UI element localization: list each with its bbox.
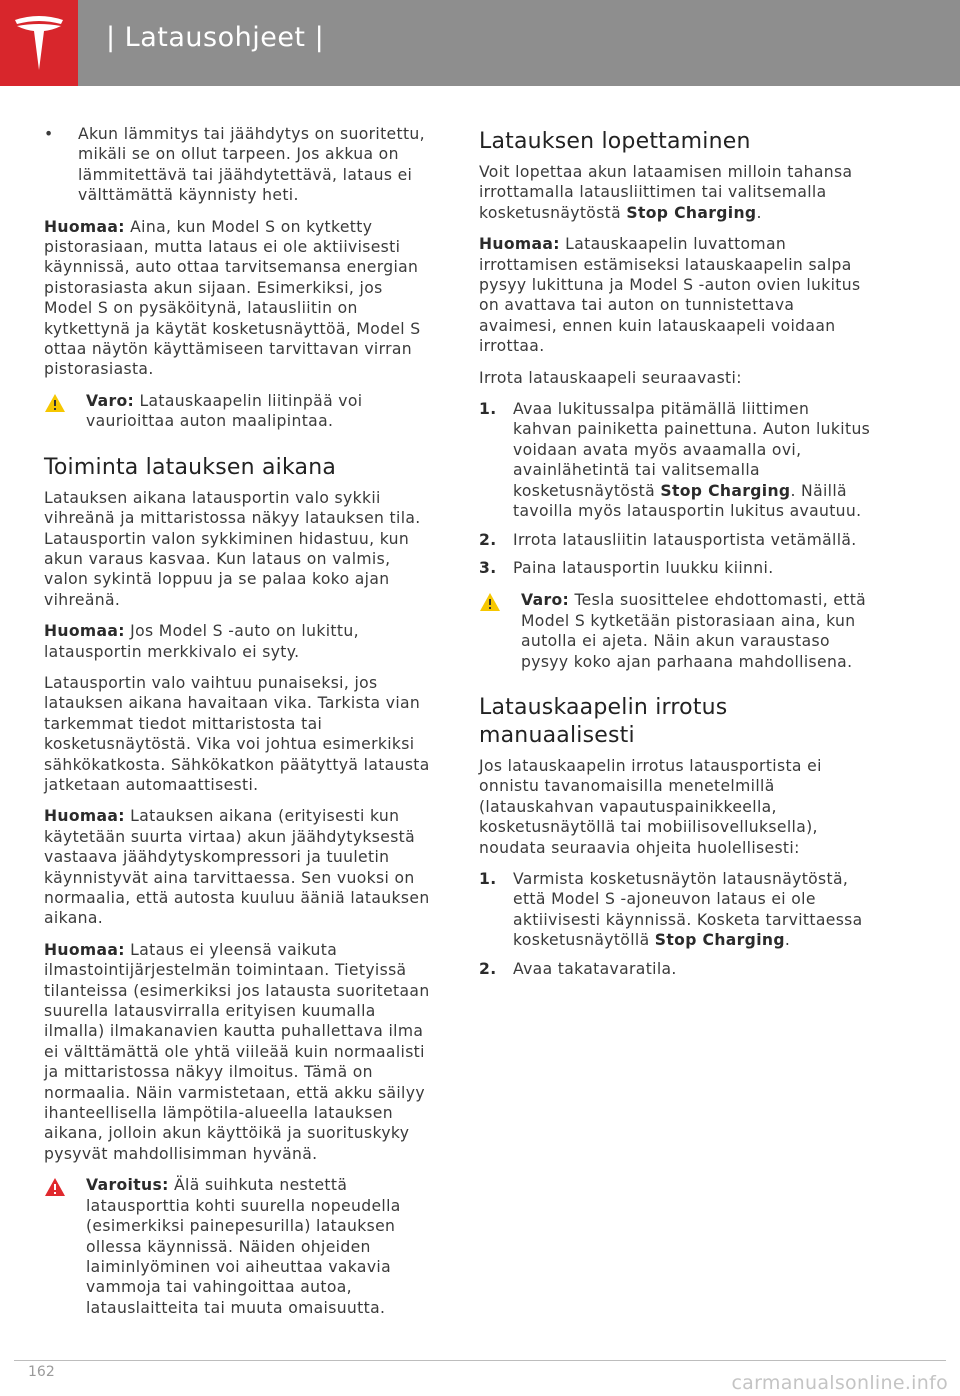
tesla-t-icon (13, 14, 65, 72)
list-item (479, 399, 871, 521)
warning-triangle-icon (44, 1175, 86, 1318)
step-text-end: . (784, 931, 791, 950)
list-item (479, 558, 871, 578)
step-number: 3. (479, 558, 497, 577)
section-heading: Latauskaapelin irrotus manuaalisesti (479, 694, 728, 748)
step-text: Avaa lukitussalpa pitämällä liittimen kahvan painiketta painettuna. Auton lukitus voidaan avata myös avaamalla ovi, avainlähetintä tai valitsemalla kosketusnäytöstä (513, 400, 871, 500)
bullet-text: Akun lämmitys tai jäähdytys on suoritettu, mikäli se on ollut tarpeen. Jos akkua on lämmitettävä tai jäähdytettävä, lataus ei välttämättä käynnisty heti. (78, 125, 425, 205)
note-label: Huomaa: (44, 217, 125, 236)
tesla-logo (0, 0, 78, 86)
caution-text: Tesla suosittelee ehdottomasti, että Model S kytketään pistorasiaan aina, kun autolla ei ajeta. Näin akun varaustaso pysyy koko ajan parhaana mahdollisena. (521, 591, 867, 671)
ui-term: Stop Charging (626, 203, 757, 222)
caution-label: Varo: (86, 391, 135, 410)
paragraph: Irrota latauskaapeli seuraavasti: (479, 368, 742, 387)
steps-list (479, 869, 871, 979)
note-paragraph (44, 621, 436, 662)
footer-divider (14, 1360, 946, 1361)
step-text: Avaa takatavaratila. (513, 959, 677, 978)
ui-term: Stop Charging (660, 481, 791, 500)
list-item (479, 530, 871, 550)
warning-callout (44, 1175, 436, 1318)
note-text: Latauskaapelin luvattoman irrottamisen estämiseksi latauskaapelin salpa pysyy lukittuna ja Model S -auton ovien lukitus on avattava tai auton on tunnistettava avaimesi, ennen kuin latauskaapeli voidaan irrottaa. (479, 235, 861, 356)
step-number: 2. (479, 530, 497, 549)
note-label: Huomaa: (479, 235, 560, 254)
bullet-item (44, 124, 436, 206)
left-column (44, 124, 436, 1334)
caution-triangle-icon (479, 590, 521, 672)
note-text: Aina, kun Model S on kytketty pistorasiaan, mutta lataus ei ole aktiivisesti käynnissä, auto ottaa tarvitsemansa energian pistorasiasta akun sijaan. Esimerkiksi, jos Model S on pysäköitynä, latausliitin on kytkettynä ja käytät kosketusnäyttöä, Model S ottaa näytön käyttämiseen tarvittavan virran pistorasiasta. (44, 217, 421, 379)
paragraph-end: . (756, 203, 762, 222)
section-heading: Latauksen lopettaminen (479, 129, 751, 154)
warning-text: Älä suihkuta nestettä latausporttia kohti suurella nopeudella (esimerkiksi painepesurilla) latauksen ollessa käynnissä. Näiden ohjeiden laiminlyöminen voi aiheuttaa vakavia vammoja tai vahingoittaa autoa, latauslaitteita tai muuta omaisuutta. (86, 1176, 401, 1317)
paragraph: Latausportin valo vaihtuu punaiseksi, jos latauksen aikana havaitaan vika. Tarkista vian tarkemmat tiedot mittaristosta tai kosketusnäytöstä. Vika voi johtua esimerkiksi sähkökatkosta. Sähkökatkon päätyttyä latausta jatketaan automaattisesti. (44, 673, 430, 794)
page-header (0, 0, 960, 86)
paragraph (479, 162, 871, 223)
watermark: carmanualsonline.info (731, 1372, 948, 1394)
caution-label: Varo: (521, 591, 570, 610)
note-label: Huomaa: (44, 807, 125, 826)
step-text: Paina latausportin luukku kiinni. (513, 558, 774, 577)
page-number: 162 (28, 1364, 55, 1380)
step-text: Irrota latausliitin latausportista vetämällä. (513, 530, 857, 549)
step-text: Varmista kosketusnäytön latausnäytöstä, että Model S -ajoneuvon lataus ei ole aktiivisesti käynnissä. Kosketa tarvittaessa kosketusnäytöllä (513, 869, 863, 950)
caution-callout (479, 590, 871, 672)
note-paragraph (44, 217, 436, 380)
paragraph-text: Voit lopettaa akun lataamisen milloin tahansa irrottamalla latausliittimen tai valitsemalla kosketusnäytöstä (479, 163, 853, 222)
list-item (479, 959, 871, 979)
steps-list (479, 399, 871, 578)
step-number: 2. (479, 959, 497, 978)
right-column (479, 124, 871, 987)
caution-triangle-icon (44, 391, 86, 432)
paragraph: Jos latauskaapelin irrotus latausportista ei onnistu tavanomaisilla menetelmillä (latauskahvan vapautuspainikkeella, kosketusnäytöllä tai mobiilisovelluksella), noudata seuraavia ohjeita huolellisesti: (479, 756, 822, 857)
caution-text: Latauskaapelin liitinpää voi vaurioittaa auton maalipintaa. (86, 391, 363, 431)
list-item (479, 869, 871, 951)
note-text: Jos Model S -auto on lukittu, latausportin merkkivalo ei syty. (44, 622, 359, 661)
paragraph: Latauksen aikana latausportin valo sykkii vihreänä ja mittaristossa näkyy latauksen tila. Latausportin valon sykkiminen hidastuu, kun akun varaus kasvaa. Kun lataus on valmis, valon sykintä loppuu ja se palaa koko ajan vihreänä. (44, 488, 421, 609)
step-text-end: . Näillä tavoilla myös latausportin lukitus avautuu. (513, 481, 862, 521)
section-title: | Latausohjeet | (106, 22, 325, 53)
note-paragraph (44, 940, 436, 1164)
step-number: 1. (479, 400, 497, 419)
note-label: Huomaa: (44, 622, 125, 641)
caution-callout (44, 391, 436, 432)
note-label: Huomaa: (44, 940, 125, 959)
note-text: Lataus ei yleensä vaikuta ilmastointijärjestelmän toimintaan. Tietyissä tilanteissa (esimerkiksi jos latausta suoritetaan suurella latausvirralla erityisen kuumalla ilmalla) ilmakanavien kautta puhallettava ilma ei välttämättä ole yhtä viileää kuin normaalisti ja mittaristossa näkyy ilmoitus. Tämä on normaalia. Näin varmistetaan, että akku säilyy ihanteellisella lämpötila-alueella latauksen aikana, jolloin akun käyttöikä ja suorituskyky pysyvät mahdollisimman hyvänä. (44, 940, 430, 1163)
ui-term: Stop Charging (654, 931, 785, 950)
note-paragraph (479, 234, 871, 356)
note-paragraph (44, 806, 436, 928)
section-heading: Toiminta latauksen aikana (44, 454, 337, 480)
note-text: Latauksen aikana (erityisesti kun käytetään suurta virtaa) akun jäähdytyksestä vastaava jäähdytyskompressori ja tuuletin käynnistyvät aina tarvittaessa. Sen vuoksi on normaalia, että autosta kuuluu ääniä latauksen aikana. (44, 807, 430, 928)
warning-label: Varoitus: (86, 1176, 169, 1195)
bullet-dot: • (44, 125, 54, 143)
step-number: 1. (479, 869, 497, 888)
